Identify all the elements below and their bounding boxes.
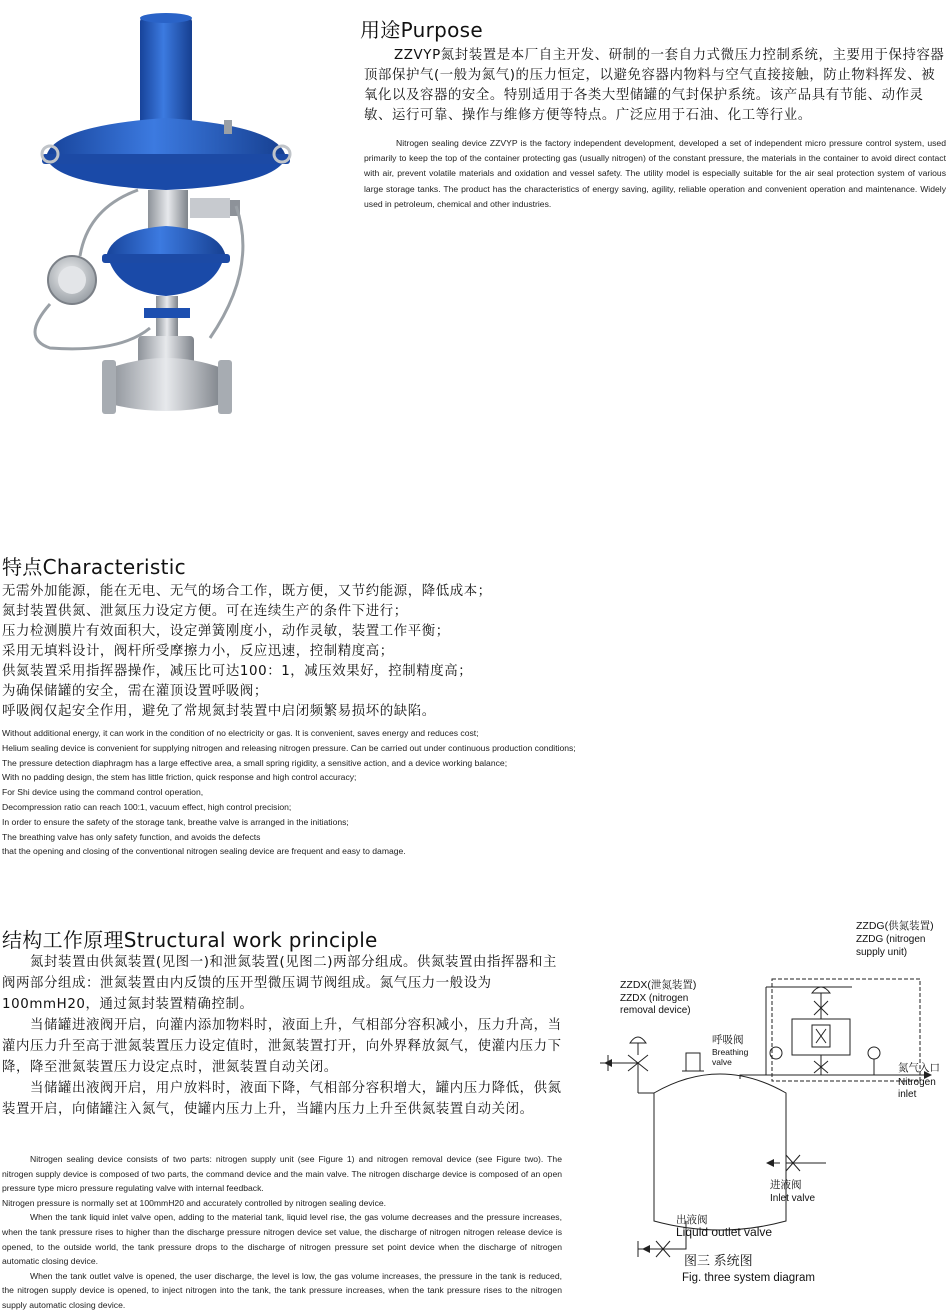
characteristic-cn-line: 呼吸阀仅起安全作用，避免了常规氮封装置中启闭频繁易损坏的缺陷。 bbox=[2, 704, 436, 719]
nitrogen-inlet-label-cn: 氮气入口 bbox=[898, 1062, 940, 1074]
zzdg-label-cn: ZZDG(供氮装置) bbox=[856, 920, 934, 932]
zzdx-label-en: ZZDX (nitrogen bbox=[620, 993, 689, 1004]
characteristic-en-line: Decompression ratio can reach 100:1, vacuum effect, high control precision; bbox=[2, 801, 292, 812]
principle-cn-para: 当储罐出液阀开启，用户放料时，液面下降，气相部分容积增大，罐内压力降低，供氮装置开启，向储罐注入氮气，使罐内压力上升，当罐内压力上升至供氮装置自动关闭。 bbox=[2, 1081, 562, 1117]
principle-en-para: Nitrogen pressure is normally set at 100mmH20 and accurately controlled by nitrogen sealing device. bbox=[2, 1197, 387, 1208]
nitrogen-inlet-label-en: Nitrogen bbox=[898, 1077, 936, 1088]
characteristic-cn-line: 供氮装置采用指挥器操作，减压比可达100：1，减压效果好，控制精度高； bbox=[2, 664, 473, 679]
zzdg-label-en: ZZDG (nitrogen bbox=[856, 934, 926, 945]
storage-tank bbox=[654, 1074, 786, 1230]
characteristic-en-line: The pressure detection diaphragm has a large effective area, a small spring rigidity, a sensitive action, and a device working balance; bbox=[2, 757, 508, 768]
characteristic-cn-line: 无需外加能源，能在无电、无气的场合工作，既方便，又节约能源，降低成本； bbox=[2, 584, 492, 599]
breathing-valve-label-en-2: valve bbox=[712, 1057, 732, 1067]
purpose-text-en: Nitrogen sealing device ZZVYP is the factory independent development, developed a set of independent micro pressure control system, used primarily to keep the top of the container protecting gas (usually nitrogen) of the constant pressure, the materials in the container to avoid direct contact with air, prevent volatile materials and oxidation and vessel safety. The utility model is especially suitable for the air seal protection system of various large storage tanks. The product has the characteristics of energy saving, agility, reliable operation and convenient operation and maintenance. Widely used in petroleum, chemical and other industries. bbox=[364, 138, 946, 209]
characteristic-heading: 特点Characteristic bbox=[2, 555, 186, 579]
nitrogen-inlet-label-en-2: inlet bbox=[898, 1089, 917, 1100]
characteristic-cn-line: 压力检测膜片有效面积大，设定弹簧刚度小，动作灵敏，装置工作平衡； bbox=[2, 624, 450, 639]
characteristic-list-cn bbox=[2, 582, 942, 722]
system-diagram bbox=[590, 915, 950, 1295]
purpose-heading: 用途Purpose bbox=[360, 18, 483, 42]
outlet-valve-label-cn: 出液阀 bbox=[676, 1214, 708, 1226]
diagram-caption-cn: 图三 系统图 bbox=[684, 1253, 753, 1268]
inlet-valve-label-en: Inlet valve bbox=[770, 1193, 816, 1204]
principle-en-para: When the tank liquid inlet valve open, adding to the material tank, liquid level rise, the gas volume decreases and the pressure increases, when the tank pressure rises to higher than the discharge pressure nitrogen device set value, the discharge of nitrogen nitrogen release device is opened, to the outside world, the tank pressure drops to the discharge of nitrogen pressure set point device when the discharge of nitrogen automatic closing device. bbox=[2, 1212, 562, 1267]
characteristic-en-line: that the opening and closing of the conventional nitrogen sealing device are frequent and easy to damage. bbox=[2, 846, 406, 857]
purpose-text-cn: ZZVYP氮封装置是本厂自主开发、研制的一套自力式微压力控制系统，主要用于保持容器顶部保护气(一般为氮气)的压力恒定，以避免容器内物料与空气直接接触，防止物料挥发、被氧化以及容器的安全。特别适用于各类大型储罐的气封保护系统。该产品具有节能、动作灵敏、运行可靠、操作与维修方便等特点。广泛应用于石油、化工等行业。 bbox=[364, 48, 945, 123]
product-photo bbox=[10, 8, 320, 428]
principle-heading: 结构工作原理Structural work principle bbox=[2, 928, 378, 952]
characteristic-cn-line: 氮封装置供氮、泄氮压力设定方便。可在连续生产的条件下进行； bbox=[2, 604, 408, 619]
principle-text-cn bbox=[2, 952, 562, 1120]
zzdg-label-en-2: supply unit) bbox=[856, 947, 908, 958]
characteristic-en-line: The breathing valve has only safety function, and avoids the defects bbox=[2, 831, 261, 842]
characteristic-en-line: For Shi device using the command control operation, bbox=[2, 787, 204, 798]
outlet-valve-label-en: Liquid outlet valve bbox=[676, 1225, 773, 1239]
zzdx-label-en-2: removal device) bbox=[620, 1005, 691, 1016]
characteristic-en-line: Without additional energy, it can work in the condition of no electricity or gas. It is convenient, saves energy and reduces cost; bbox=[2, 728, 479, 738]
breathing-valve-label-cn: 呼吸阀 bbox=[712, 1034, 744, 1046]
diagram-caption-en: Fig. three system diagram bbox=[682, 1272, 815, 1284]
principle-en-para: When the tank outlet valve is opened, the user discharge, the level is low, the gas volume increases, the pressure in the tank is reduced, the nitrogen supply device is opened, to inject nitrogen into the tank, the tank pressure increases, when the tank pressure rises to the nitrogen supply automatic closing device. bbox=[2, 1270, 562, 1310]
principle-text-en bbox=[2, 1152, 562, 1313]
characteristic-en-line: Helium sealing device is convenient for supplying nitrogen and releasing nitrogen pressure. Can be carried out under continuous production conditions; bbox=[2, 742, 576, 753]
characteristic-cn-line: 采用无填料设计，阀杆所受摩擦力小，反应迅速，控制精度高； bbox=[2, 644, 394, 659]
characteristic-list-en bbox=[2, 726, 942, 859]
characteristic-en-line: In order to ensure the safety of the storage tank, breathe valve is arranged in the initiations; bbox=[2, 816, 349, 827]
principle-cn-para: 氮封装置由供氮装置(见图一)和泄氮装置(见图二)两部分组成。供氮装置由指挥器和主阀两部分组成：泄氮装置由内反馈的压开型微压调节阀组成。氮气压力一般设为100mmH20，通过氮封装置精确控制。 bbox=[2, 955, 557, 1012]
breathing-valve-label-en: Breathing bbox=[712, 1047, 749, 1057]
characteristic-cn-line: 为确保储罐的安全，需在灌顶设置呼吸阀； bbox=[2, 684, 268, 699]
characteristic-en-line: With no padding design, the stem has little friction, quick response and high control accuracy; bbox=[2, 772, 357, 783]
inlet-valve-label-cn: 进液阀 bbox=[770, 1179, 802, 1191]
principle-cn-para: 当储罐进液阀开启，向灌内添加物料时，液面上升，气相部分容积减小，压力升高，当灌内压力升至高于泄氮装置压力设定值时，泄氮装置打开，向外界释放氮气，使灌内压力下降，降至泄氮装置压力设定点时，泄氮装置自动关闭。 bbox=[2, 1018, 562, 1075]
principle-en-para: Nitrogen sealing device consists of two parts: nitrogen supply unit (see Figure 1) and nitrogen removal device (see Figure two). The nitrogen supply device is composed of two parts, the command device and the main valve. The nitrogen discharge device is composed of an open pressure type micro pressure regulating valve with internal feedback. bbox=[2, 1154, 562, 1194]
zzdx-label-cn: ZZDX(泄氮装置) bbox=[620, 979, 697, 991]
